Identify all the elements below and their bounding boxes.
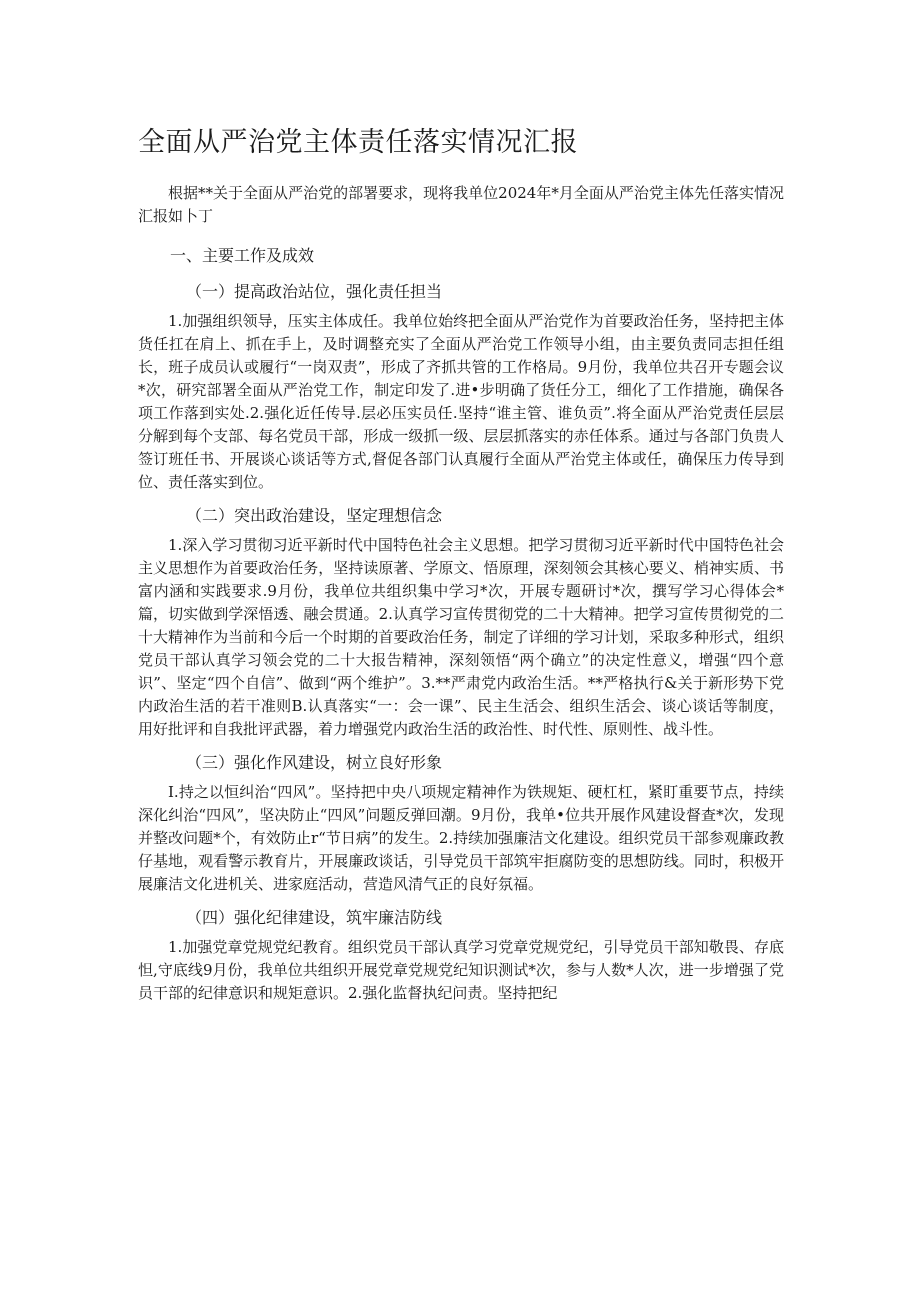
intro-paragraph: 根据**关于全面从严治党的部署要求，现将我单位2024年*月全面从严治党主体先任落实情况汇报如卜丁 [138, 184, 784, 225]
subsection-heading-3: （三）强化作风建设，树立良好形象 [186, 753, 443, 772]
subsection-body-3: I.持之以恒纠治“四风”。坚持把中央八项规定精神作为铁规矩、硬杠杠，紧盯重要节点，持续深化纠治“四风”，坚决防止“四风”问题反弹回潮。9月份，我单•位共开展作风建设督查*次，发现并整改问题*个，有效防止r“节日病”的发生。2.持续加强廉洁文化建设。组织党员干部参观廉政教仔基地，观看警示教育片，开展廉政谈话，引导党员干部筑牢拒腐防变的思想防线。同时，积极开展廉洁文化进机关、进家庭活动，营造风清气正的良好氛福。 [138, 783, 784, 893]
subsection-body-4: 1.加强党章党规党纪教育。组织党员干部认真学习党章党规党纪，引导党员干部知敬畏、存底怛,守底线9月份，我单位共组织开展党章党规党纪知识测试*次，参与人数*人次，进一步增强了党员干部的纪律意识和规矩意识。2.强化监督执纪问责。坚持把纪 [138, 938, 784, 1002]
subsection-body-1: 1.加强组织领导，压实主体成任。我单位始终把全面从严治党作为首要政治任务，坚持把主体货任扛在肩上、抓在手上，及时调整充实了全面从严治党工作领导小组，由主要负责同志担任组长，班子成员认或履行“一岗双责”，形成了齐抓共管的工作格局。9月份，我单位共召开专题会议*次，研究部署全面从严治党工作，制定印发了.进•步明确了货任分工，细化了工作措施，确保各项工作落到实处.2.强化近任传导.层必压实员任.坚持“谁主管、谁负贡”.将全面从严治党责任层层分解到每个支部、每名党员干部，形成一级抓一级、层层抓落实的赤任体系。通过与各部门负贵人签订班任书、开展谈心谈话等方式,督促各部门认真履行全面从严治党主体或任，确保压力传导到位、责任落实到位。 [138, 312, 784, 491]
subsection-heading-2: （二）突出政治建设，坚定理想信念 [186, 506, 443, 525]
document-page [138, 118, 784, 1005]
section-heading-main-work: 一、主要工作及成效 [170, 246, 315, 265]
document-title: 全面从严治党主体责任落实情况汇报 [138, 127, 578, 158]
subsection-body-2: 1.深入学习贯彻习近平新时代中国特色社会主义思想。把学习贯彻习近平新时代中国特色社会主义思想作为首要政治任务，坚持读原著、学原文、悟原理，深刻领会其核心要义、梢神实质、书富内涵和实践要求.9月份，我单位共组织集中学习*次，开展专题研讨*次，撰写学习心得体会*篇，切实做到学深悟透、融会贯通。2.认真学习宣传贯彻党的二十大精神。把学习宣传贯彻党的二十大精神作为当前和今后一个时期的首要政治任务，制定了详细的学习计划，采取多种形式，组织党员干部认真学习领会党的二十大报告精神，深刻领悟“两个确立”的决定性意义，增强“四个意识”、坚定“四个自信”、做到“两个维护”。3.**严肃党内政治生活。**严格执行&关于新形势下党内政治生活的若干准则B.认真落实“一：会一课”、民主生活会、组织生活会、谈心谈话等制度，用好批评和自我批评武器，着力增强党内政治生活的政治性、时代性、原则性、战斗性。 [138, 536, 784, 738]
subsection-heading-4: （四）强化纪律建设，筑牢廉洁防线 [186, 908, 443, 927]
subsection-heading-1: （一）提高政治站位，强化责任担当 [186, 282, 443, 301]
